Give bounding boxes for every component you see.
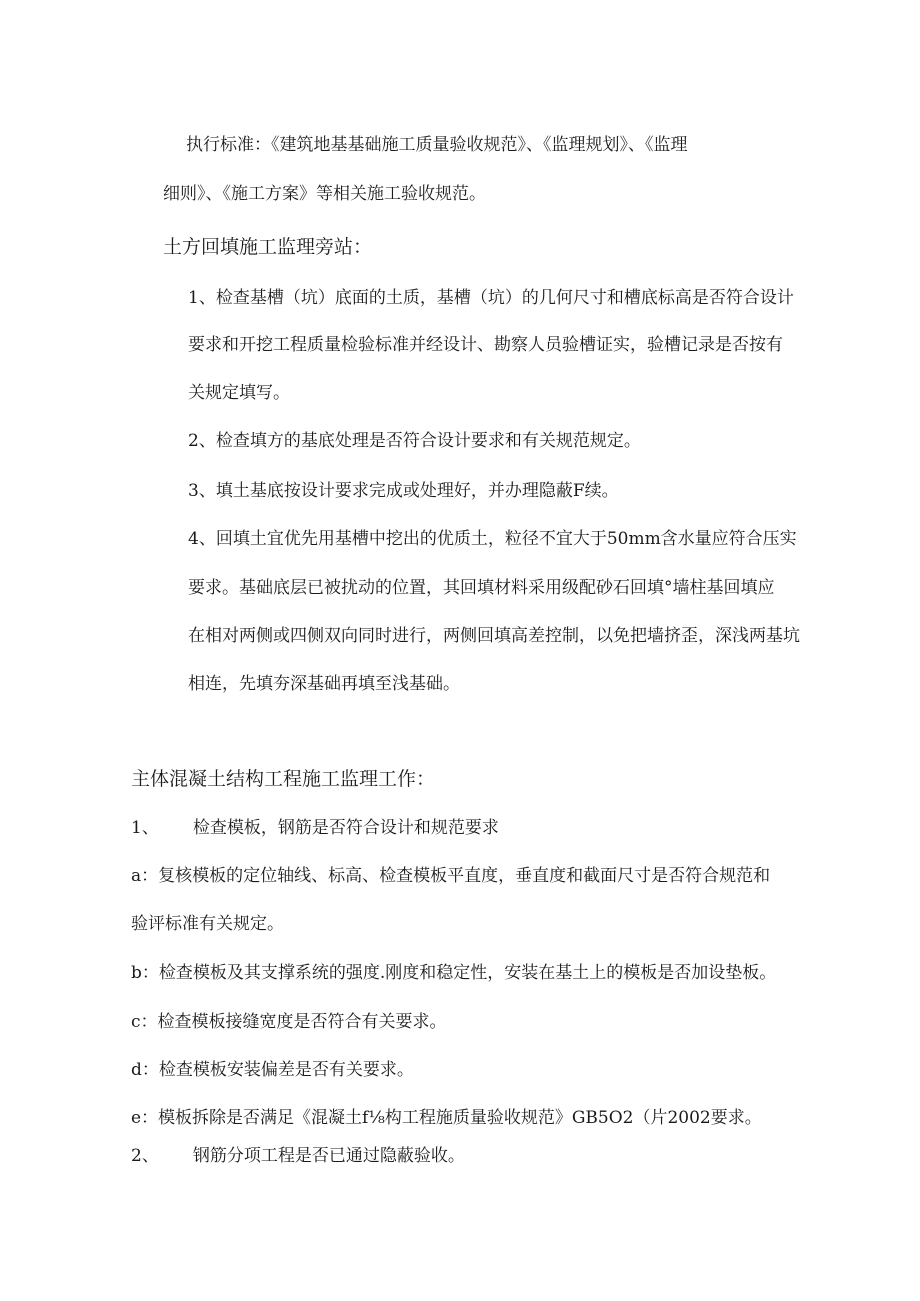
backfill-item-2: 2、检查填方的基底处理是否符合设计要求和有关规范规定。 xyxy=(188,431,641,451)
backfill-item-4-line-2: 要求。基础底层已被扰动的位置，其回填材料采用级配砂石回填°墙柱基回填应 xyxy=(188,578,775,598)
section-title-concrete: 主体混凝土结构工程施工监理工作： xyxy=(131,768,436,790)
backfill-item-4-line-3: 在相对两侧或四侧双向同时进行，两侧回填高差控制，以免把墙挤歪，深浅两基坑 xyxy=(188,626,800,646)
concrete-item-e: e：模板拆除是否满足《混凝土f⅛构工程施质量验收规范》GB5O2（片2002要求。 xyxy=(131,1108,762,1128)
concrete-item-c: c：检查模板接缝宽度是否符合有关要求。 xyxy=(131,1012,447,1032)
concrete-item-2 xyxy=(131,1144,465,1168)
concrete-item-d: d：检查模板安装偏差是否有关要求。 xyxy=(131,1060,414,1080)
concrete-item-1-number: 1、 xyxy=(131,818,159,838)
concrete-item-1 xyxy=(131,816,499,840)
concrete-item-a-line-1: a：复核模板的定位轴线、标高、检查模板平直度，垂直度和截面尺寸是否符合规范和 xyxy=(131,866,771,886)
concrete-item-2-number: 2、 xyxy=(131,1146,159,1166)
backfill-item-1-line-1: 1、检查基槽（坑）底面的土质，基槽（坑）的几何尺寸和槽底标高是否符合设计 xyxy=(188,288,794,308)
intro-line-1: 执行标准：《建筑地基基础施工质量验收规范》、《监理规划》、《监理 xyxy=(186,135,688,155)
intro-line-2: 细则》、《施工方案》等相关施工验收规范。 xyxy=(163,184,486,204)
backfill-item-4-line-4: 相连，先填夯深基础再填至浅基础。 xyxy=(188,674,460,694)
backfill-item-3: 3、填土基底按设计要求完成或处理好，并办理隐蔽F续。 xyxy=(188,481,619,501)
section-title-backfill: 土方回填施工监理旁站： xyxy=(163,236,373,258)
backfill-item-1-line-3: 关规定填写。 xyxy=(188,383,290,403)
concrete-item-1-text: 检查模板，钢筋是否符合设计和规范要求 xyxy=(192,818,499,838)
backfill-item-1-line-2: 要求和开挖工程质量检验标准并经设计、勘察人员验槽证实，验槽记录是否按有 xyxy=(188,335,783,355)
concrete-item-b: b：检查模板及其支撑系统的强度.刚度和稳定性，安装在基土上的模板是否加设垫板。 xyxy=(131,963,777,983)
concrete-item-a-line-2: 验评标准有关规定。 xyxy=(131,914,284,934)
concrete-item-2-text: 钢筋分项工程是否已通过隐蔽验收。 xyxy=(192,1146,465,1166)
backfill-item-4-line-1: 4、回填土宜优先用基槽中挖出的优质土，粒径不宜大于50mm含水量应符合压实 xyxy=(188,529,797,549)
